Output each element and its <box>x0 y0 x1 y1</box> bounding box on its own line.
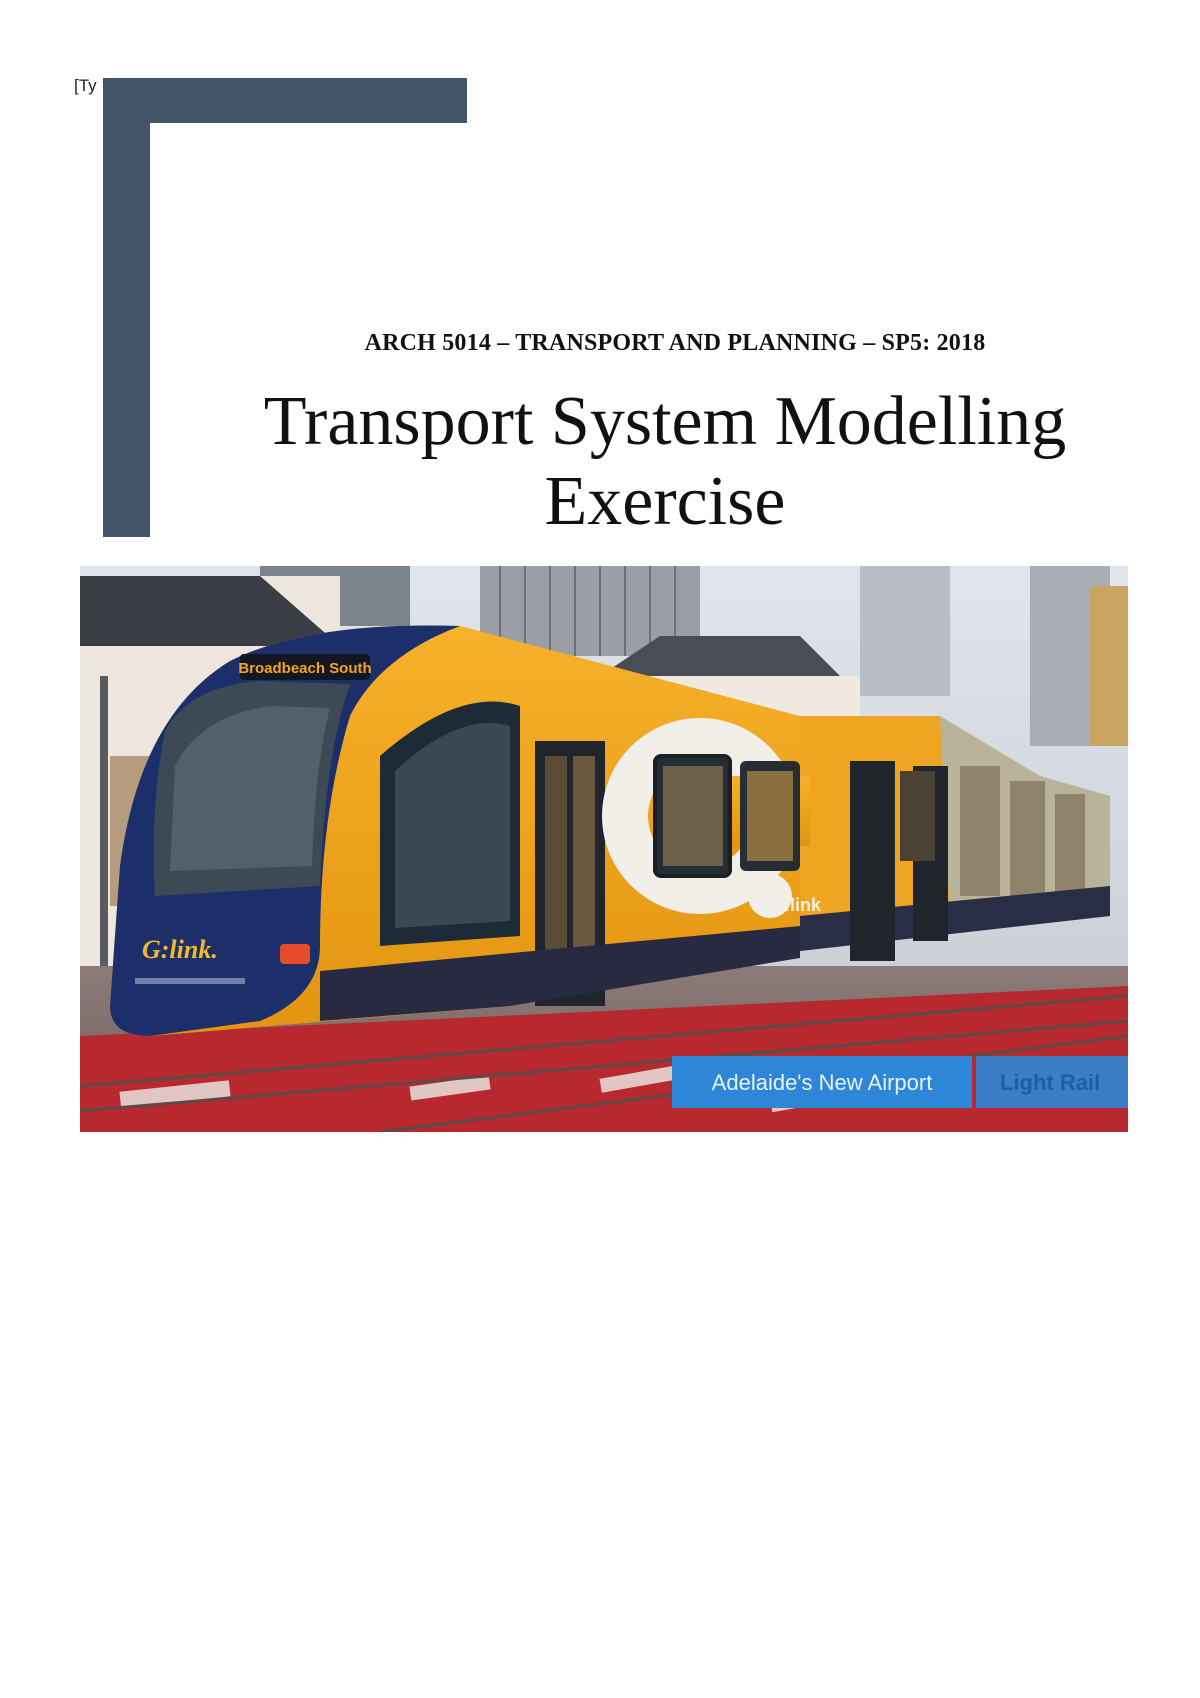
tower <box>1090 586 1128 746</box>
tram-door <box>850 761 895 961</box>
document-title: Transport System Modelling Exercise <box>263 383 1067 540</box>
destination-sign: Broadbeach South <box>238 660 372 677</box>
tram-front-logo: G:link. <box>142 935 218 964</box>
tower <box>860 566 950 696</box>
cover-photo-tram <box>80 566 1128 1132</box>
header-placeholder-text: [Ty <box>74 76 97 95</box>
tram-photo-illustration <box>80 566 1128 1132</box>
banner-label-2: Light Rail <box>1000 1070 1101 1095</box>
course-code-line: ARCH 5014 – TRANSPORT AND PLANNING – SP5: 2018 <box>364 330 986 356</box>
cover-bracket-left-bar <box>103 78 150 537</box>
cover-bracket-top-bar <box>103 78 467 123</box>
banner-label: Adelaide's New Airport <box>711 1070 933 1095</box>
tram-side-logo: G:link <box>770 895 822 915</box>
